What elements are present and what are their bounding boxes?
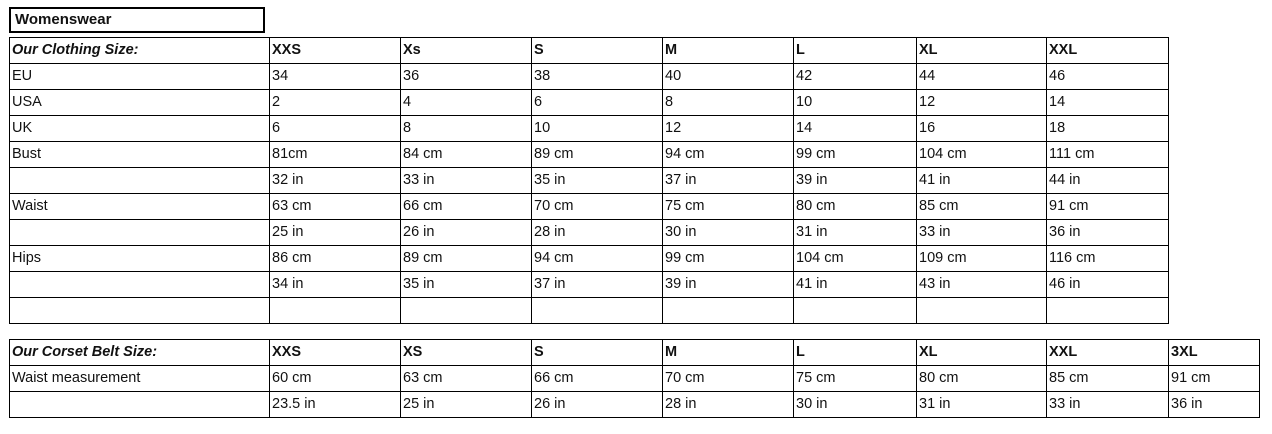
table-cell: 2 — [270, 90, 401, 116]
size-header: Xs — [401, 38, 532, 64]
table-cell: 40 — [663, 64, 794, 90]
table-cell: 38 — [532, 64, 663, 90]
table-header-row — [10, 340, 1260, 366]
header-label: Our Clothing Size: — [10, 38, 270, 64]
table-cell: 30 in — [663, 220, 794, 246]
table-cell: 63 cm — [270, 194, 401, 220]
table-row — [10, 298, 1169, 324]
table-cell: 116 cm — [1047, 246, 1169, 272]
row-label — [10, 392, 270, 418]
table-cell: 34 in — [270, 272, 401, 298]
table-cell: 86 cm — [270, 246, 401, 272]
table-cell: 37 in — [663, 168, 794, 194]
table-cell: 41 in — [794, 272, 917, 298]
row-label: Waist measurement — [10, 366, 270, 392]
table-cell: 99 cm — [663, 246, 794, 272]
table-cell: 39 in — [794, 168, 917, 194]
size-header: XS — [401, 340, 532, 366]
table-row — [10, 194, 1169, 220]
table-cell: 33 in — [917, 220, 1047, 246]
table-row — [10, 246, 1169, 272]
table-cell: 84 cm — [401, 142, 532, 168]
row-label: UK — [10, 116, 270, 142]
table-cell: 26 in — [532, 392, 663, 418]
table-cell: 36 — [401, 64, 532, 90]
table-cell: 12 — [917, 90, 1047, 116]
table-cell: 63 cm — [401, 366, 532, 392]
size-header: 3XL — [1169, 340, 1260, 366]
table-row — [10, 64, 1169, 90]
table-cell: 91 cm — [1047, 194, 1169, 220]
clothing-size-table — [9, 37, 1169, 324]
table-cell: 39 in — [663, 272, 794, 298]
table-cell: 28 in — [532, 220, 663, 246]
size-header: XXS — [270, 38, 401, 64]
row-label: Hips — [10, 246, 270, 272]
table-cell: 32 in — [270, 168, 401, 194]
table-cell: 26 in — [401, 220, 532, 246]
table-cell: 33 in — [1047, 392, 1169, 418]
size-header: L — [794, 38, 917, 64]
table-cell: 35 in — [532, 168, 663, 194]
table-cell: 10 — [532, 116, 663, 142]
table-cell: 12 — [663, 116, 794, 142]
table-cell — [1047, 298, 1169, 324]
row-label — [10, 298, 270, 324]
size-header: S — [532, 340, 663, 366]
table-cell — [794, 298, 917, 324]
row-label — [10, 168, 270, 194]
table-row — [10, 168, 1169, 194]
row-label: Bust — [10, 142, 270, 168]
table-header-row — [10, 38, 1169, 64]
table-cell — [917, 298, 1047, 324]
table-cell: 91 cm — [1169, 366, 1260, 392]
table-cell — [401, 298, 532, 324]
table-cell: 31 in — [794, 220, 917, 246]
table-cell: 8 — [401, 116, 532, 142]
size-header: XL — [917, 38, 1047, 64]
table-cell: 8 — [663, 90, 794, 116]
table-cell: 36 in — [1169, 392, 1260, 418]
row-label — [10, 220, 270, 246]
table-row — [10, 392, 1260, 418]
table-cell: 6 — [532, 90, 663, 116]
table-cell: 85 cm — [1047, 366, 1169, 392]
table-cell — [270, 298, 401, 324]
table-cell: 75 cm — [794, 366, 917, 392]
table-cell: 99 cm — [794, 142, 917, 168]
table-cell: 14 — [794, 116, 917, 142]
table-cell: 10 — [794, 90, 917, 116]
table-cell: 80 cm — [794, 194, 917, 220]
size-header: L — [794, 340, 917, 366]
table-cell: 34 — [270, 64, 401, 90]
table-cell: 36 in — [1047, 220, 1169, 246]
header-label: Our Corset Belt Size: — [10, 340, 270, 366]
row-label: USA — [10, 90, 270, 116]
table-cell: 109 cm — [917, 246, 1047, 272]
row-label: EU — [10, 64, 270, 90]
table-cell: 4 — [401, 90, 532, 116]
table-cell: 80 cm — [917, 366, 1047, 392]
table-cell: 66 cm — [401, 194, 532, 220]
table-cell: 35 in — [401, 272, 532, 298]
table-cell: 70 cm — [663, 366, 794, 392]
table-cell: 104 cm — [917, 142, 1047, 168]
table-cell: 94 cm — [532, 246, 663, 272]
table-cell: 75 cm — [663, 194, 794, 220]
table-cell: 46 in — [1047, 272, 1169, 298]
table-cell: 30 in — [794, 392, 917, 418]
table-cell: 33 in — [401, 168, 532, 194]
table-cell: 94 cm — [663, 142, 794, 168]
table-cell: 37 in — [532, 272, 663, 298]
table-row — [10, 116, 1169, 142]
table-cell: 81cm — [270, 142, 401, 168]
table-cell: 70 cm — [532, 194, 663, 220]
page-title: Womenswear — [9, 7, 265, 33]
size-header: M — [663, 340, 794, 366]
table-cell: 23.5 in — [270, 392, 401, 418]
table-row — [10, 220, 1169, 246]
table-row — [10, 366, 1260, 392]
table-cell — [663, 298, 794, 324]
size-header: XXS — [270, 340, 401, 366]
size-header: S — [532, 38, 663, 64]
table-cell: 60 cm — [270, 366, 401, 392]
size-header: M — [663, 38, 794, 64]
table-cell: 111 cm — [1047, 142, 1169, 168]
table-cell: 25 in — [401, 392, 532, 418]
table-cell: 18 — [1047, 116, 1169, 142]
size-header: XXL — [1047, 38, 1169, 64]
table-cell: 44 in — [1047, 168, 1169, 194]
table-cell: 89 cm — [401, 246, 532, 272]
table-cell: 16 — [917, 116, 1047, 142]
size-header: XL — [917, 340, 1047, 366]
table-cell: 85 cm — [917, 194, 1047, 220]
table-cell: 41 in — [917, 168, 1047, 194]
table-cell: 89 cm — [532, 142, 663, 168]
table-cell: 31 in — [917, 392, 1047, 418]
table-cell: 44 — [917, 64, 1047, 90]
row-label — [10, 272, 270, 298]
table-cell: 46 — [1047, 64, 1169, 90]
table-row — [10, 142, 1169, 168]
table-cell: 25 in — [270, 220, 401, 246]
table-cell: 28 in — [663, 392, 794, 418]
table-cell: 104 cm — [794, 246, 917, 272]
table-row — [10, 90, 1169, 116]
row-label: Waist — [10, 194, 270, 220]
table-cell: 66 cm — [532, 366, 663, 392]
corset-belt-size-table — [9, 339, 1260, 418]
table-cell: 6 — [270, 116, 401, 142]
size-header: XXL — [1047, 340, 1169, 366]
table-cell: 42 — [794, 64, 917, 90]
table-row — [10, 272, 1169, 298]
table-cell: 14 — [1047, 90, 1169, 116]
table-cell — [532, 298, 663, 324]
table-cell: 43 in — [917, 272, 1047, 298]
